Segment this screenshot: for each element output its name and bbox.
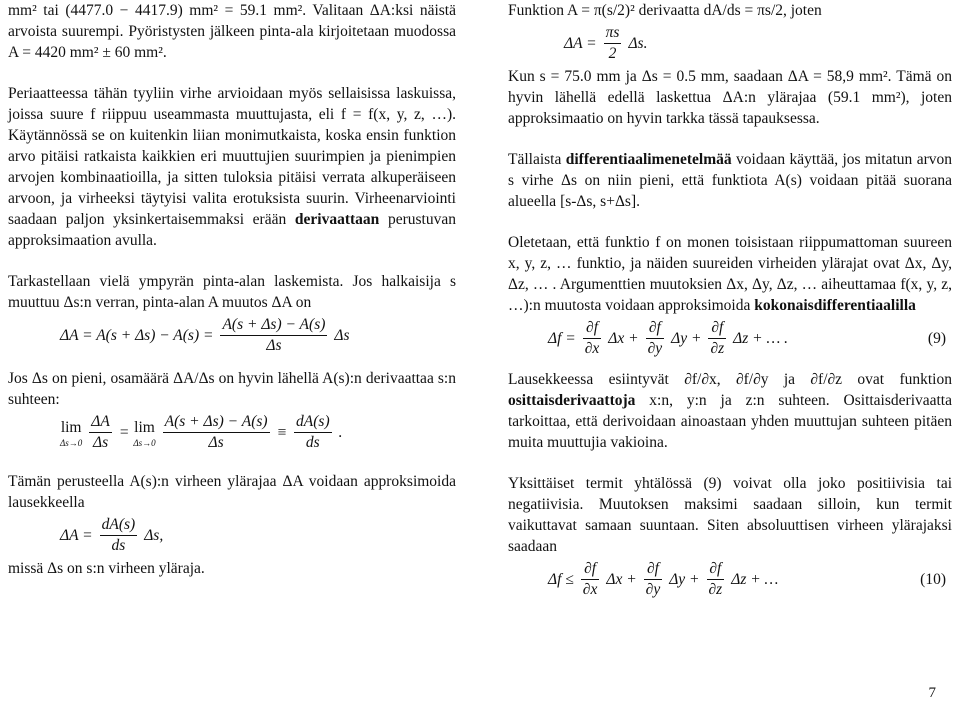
paragraph-small-ds: Jos Δs on pieni, osamäärä ΔA/Δs on hyvin lähellä A(s):n derivaattaa s:n suhteen: [8, 370, 456, 408]
term-differentiaalimenetelma: differentiaalimenetelmää [565, 151, 732, 168]
equation-number: (10) [920, 571, 946, 588]
equation-delta-a: ΔA = A(s + Δs) − A(s) = $\frac{A(s + \Delta s) - A(s)}{\Delta s}$ Δs [60, 316, 350, 354]
page-number: 7 [928, 685, 936, 701]
term-derivaattaan: derivaattaan [294, 211, 380, 228]
paragraph-absolute-error: Yksittäiset termit yhtälössä (9) voivat olla joko positiivisia tai negatiivisia. Muutoksen maksimi saadaan silloin, kun termit vaikuttavat samaan suuntaan. Siten absoluuttisen virheen ylärajaksi saadaan [508, 475, 952, 555]
paragraph-partial-derivatives: Lausekkeessa esiintyvät ∂f/∂x, ∂f/∂y ja ∂f/∂z ovat funktion osittaisderivaattoja x:n, y:n ja z:n suhteen. Osittaisderivaatta tarkoittaa, että derivoidaan ainoastaan yhden muuttujan suhteen pitäen muita muuttujia vakioina. [508, 371, 952, 451]
equation-approximation: ΔA = $\frac{dA(s)}{ds}$ Δs, [60, 516, 164, 554]
paragraph-multivariable: Oletetaan, että funktio f on monen toisistaan riippumattoman suureen x, y, z, … funktio, ja näiden suureiden virheiden ylärajat ovat Δx, Δy, Δz, … . Argumenttien muutoksien Δx, Δy, Δz, … aiheuttamaa f(x, y, z, …):n muutosta voidaan approksimoida kokonaisdifferentiaalilla [508, 234, 952, 314]
equation-9: Δf = $\frac{\partial f}{\partial x}$ Δx + $\frac{\partial f}{\partial y}$ Δy + $\frac{\partial f}{\partial z}$ Δz + … . (9) [548, 319, 946, 357]
equation-10: Δf ≤ $\frac{\partial f}{\partial x}$ Δx + $\frac{\partial f}{\partial y}$ Δy + $\frac{\partial f}{\partial z}$ Δz + … (10) [548, 560, 946, 598]
term-osittaisderivaatta: osittaisderivaattoja [508, 392, 636, 409]
paragraph-numeric-result: Kun s = 75.0 mm ja Δs = 0.5 mm, saadaan ΔA = 58,9 mm². Tämä on hyvin lähellä edellä laskettua ΔA:n ylärajaa (59.1 mm²), joten approksimaatio on hyvin tarkka tässä tapauksessa. [508, 68, 952, 127]
term-kokonaisdifferentiaali: kokonaisdifferentiaalilla [754, 297, 916, 314]
paragraph-upper-bound: Tämän perusteella A(s):n virheen ylärajaa ΔA voidaan approksimoida lausekkeella [8, 473, 456, 511]
equation-pi-s: ΔA = $\frac{\pi s}{2}$ Δs. [564, 24, 648, 62]
equation-limit: lim Δs→0 $\frac{\Delta A}{\Delta s}$ = lim Δs→0 $\frac{A(s + \Delta s) - A(s)}{\Delta s}$ ≡ $\frac{dA(s)}{ds}$ . [60, 413, 343, 451]
fraction: $\frac{A(s + \Delta s) - A(s)}{\Delta s}$ [222, 316, 326, 354]
left-column [8, 0, 456, 579]
paragraph-derivative: Funktion A = π(s/2)² derivaatta dA/ds = πs/2, joten [508, 2, 822, 19]
paragraph-differential-method: Tällaista differentiaalimenetelmää voidaan käyttää, jos mitatun arvon s virhe Δs on niin pieni, että funktiota A(s) voidaan pitää suorana alueella [s-Δs, s+Δs]. [508, 151, 952, 210]
paragraph-where-ds: missä Δs on s:n virheen yläraja. [8, 560, 205, 577]
paragraph-error-estimation: Periaatteessa tähän tyyliin virhe arvioidaan myös sellaisissa laskuissa, joissa suure f riippuu useammasta muuttujasta, eli f = f(x, y, z, …). Käytännössä se on kuitenkin liian monimutkaista, koska ensin funktion arvo pitäisi ratkaista kaikkien eri muuttujien suurimpien ja pienimpien arvojen kombinaatioilla, ja sitten tuloksia pitäisi verrata alkuperäiseen arvoon, ja virheeksi täytyisi valita erotuksista suurin. Virheenarviointi saadaan paljon yksinkertaisemmaksi erään derivaattaan perustuvan approksimaation avulla. [8, 85, 456, 249]
equation-number: (9) [927, 330, 946, 347]
paragraph-area-result: mm² tai (4477.0 − 4417.9) mm² = 59.1 mm². Valitaan ΔA:ksi näistä arvoista suurempi. Pyöristysten jälkeen pinta-ala kirjoitetaan muodossa A = 4420 mm² ± 60 mm². [8, 2, 456, 61]
right-column [508, 0, 952, 602]
paragraph-circle-area: Tarkastellaan vielä ympyrän pinta-alan laskemista. Jos halkaisija s muuttuu Δs:n verran, pinta-alan A muutos ΔA on [8, 273, 456, 311]
